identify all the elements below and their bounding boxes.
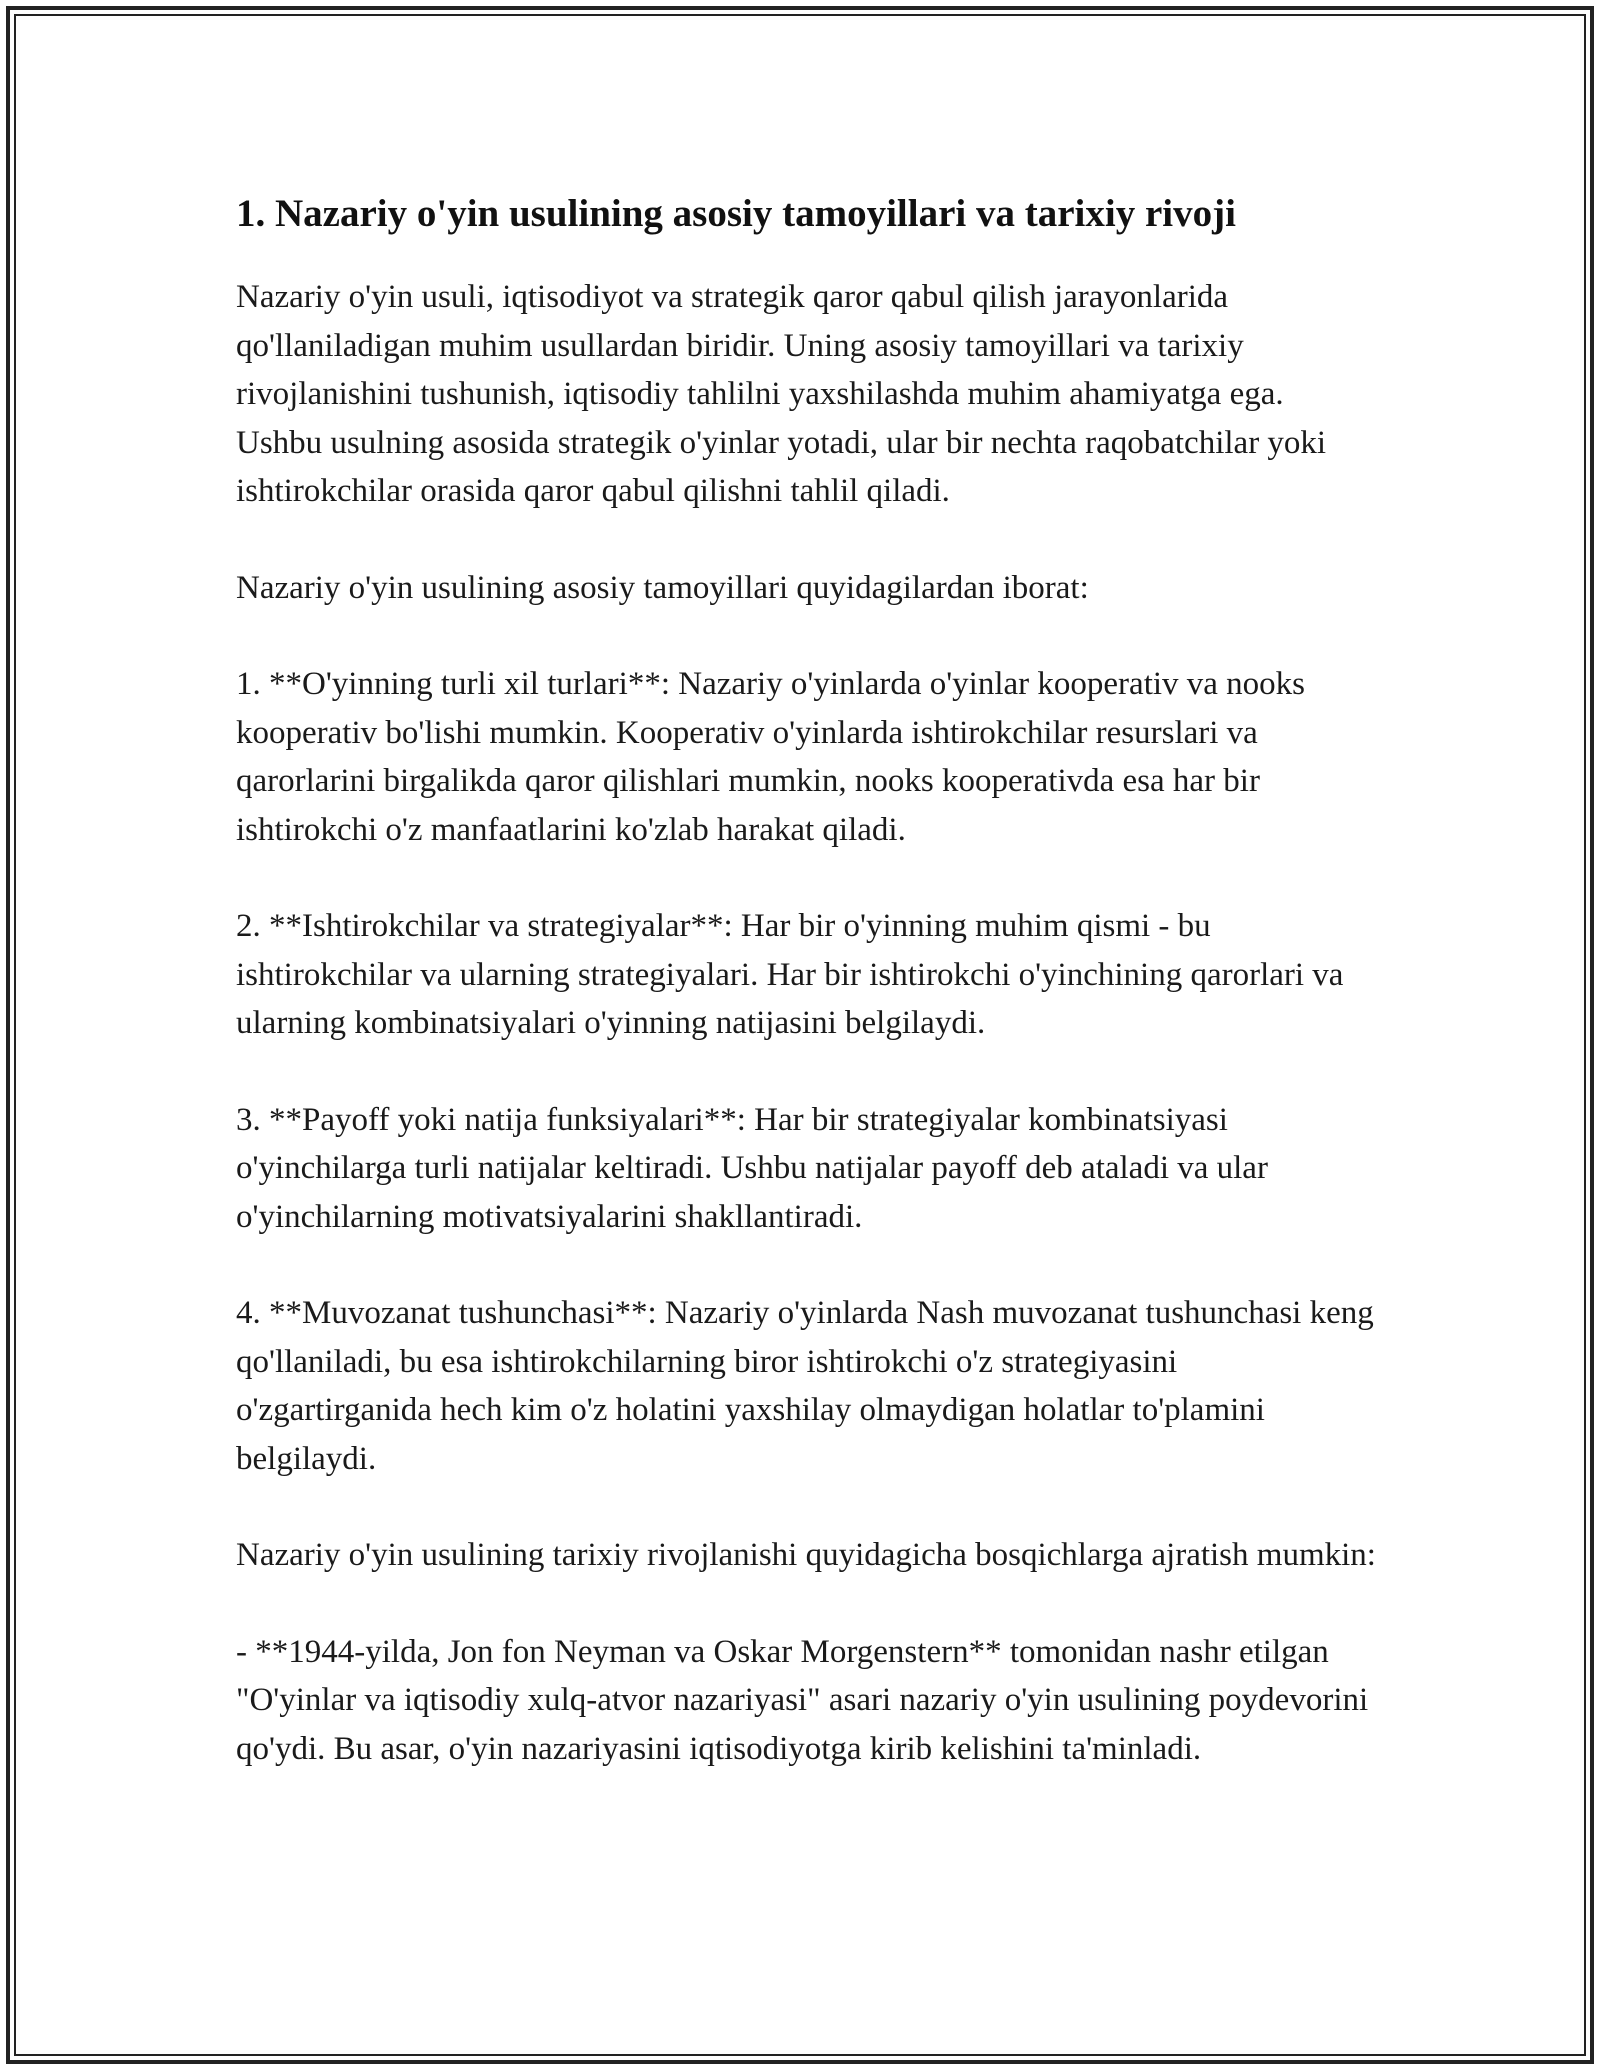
principle-1-paragraph: 1. **O'yinning turli xil turlari**: Nazariy o'yinlarda o'yinlar kooperativ va nooks kooperativ bo'lishi mumkin. Kooperativ o'yinlarda ishtirokchilar resurslari va qarorlarini birgalikda qaror qilishlari mumkin, nooks kooperativda esa har bir ishtirokchi o'z manfaatlarini ko'zlab harakat qiladi. bbox=[236, 666, 1306, 848]
principle-4-paragraph: 4. **Muvozanat tushunchasi**: Nazariy o'yinlarda Nash muvozanat tushunchasi keng qo'llaniladi, bu esa ishtirokchilarning biror ishtirokchi o'z strategiyasini o'zgartirganida hech kim o'z holatini yaxshilay olmaydigan holatlar to'plamini belgilaydi. bbox=[236, 1295, 1374, 1477]
section-heading: 1. Nazariy o'yin usulining asosiy tamoyillari va tarixiy rivoji bbox=[236, 192, 1236, 235]
principle-2-paragraph: 2. **Ishtirokchilar va strategiyalar**: Har bir o'yinning muhim qismi - bu ishtirokchilar va ularning strategiyalari. Har bir ishtirokchi o'yinchining qarorlari va ularning kombinatsiyalari o'yinning natijasini belgilaydi. bbox=[236, 908, 1344, 1041]
history-intro: Nazariy o'yin usulining tarixiy rivojlanishi quyidagicha bosqichlarga ajratish mumkin: bbox=[236, 1537, 1376, 1573]
principles-intro: Nazariy o'yin usulining asosiy tamoyillari quyidagilardan iborat: bbox=[236, 569, 1089, 606]
principle-3-paragraph: 3. **Payoff yoki natija funksiyalari**: Har bir strategiyalar kombinatsiyasi o'yinchilarga turli natijalar keltiradi. Ushbu natijalar payoff deb ataladi va ular o'yinchilarning motivatsiyalarini shakllantiradi. bbox=[236, 1101, 1268, 1235]
history-item-1944: - **1944-yilda, Jon fon Neyman va Oskar Morgenstern** tomonidan nashr etilgan "O'yinlar va iqtisodiy xulq-atvor nazariyasi" asari nazariy o'yin usulining poydevorini qo'ydi. Bu asar, o'yin nazariyasini iqtisodiyotga kirib kelishini ta'minladi. bbox=[236, 1633, 1369, 1767]
intro-paragraph: Nazariy o'yin usuli, iqtisodiyot va strategik qaror qabul qilish jarayonlarida qo'llaniladigan muhim usullardan biridir. Uning asosiy tamoyillari va tarixiy rivojlanishini tushunish, iqtisodiy tahlilni yaxshilashda muhim ahamiyatga ega. Ushbu usulning asosida strategik o'yinlar yotadi, ular bir nechta raqobatchilar yoki ishtirokchilar orasida qaror qabul qilishni tahlil qiladi. bbox=[236, 279, 1327, 509]
document-body bbox=[236, 185, 1376, 1821]
